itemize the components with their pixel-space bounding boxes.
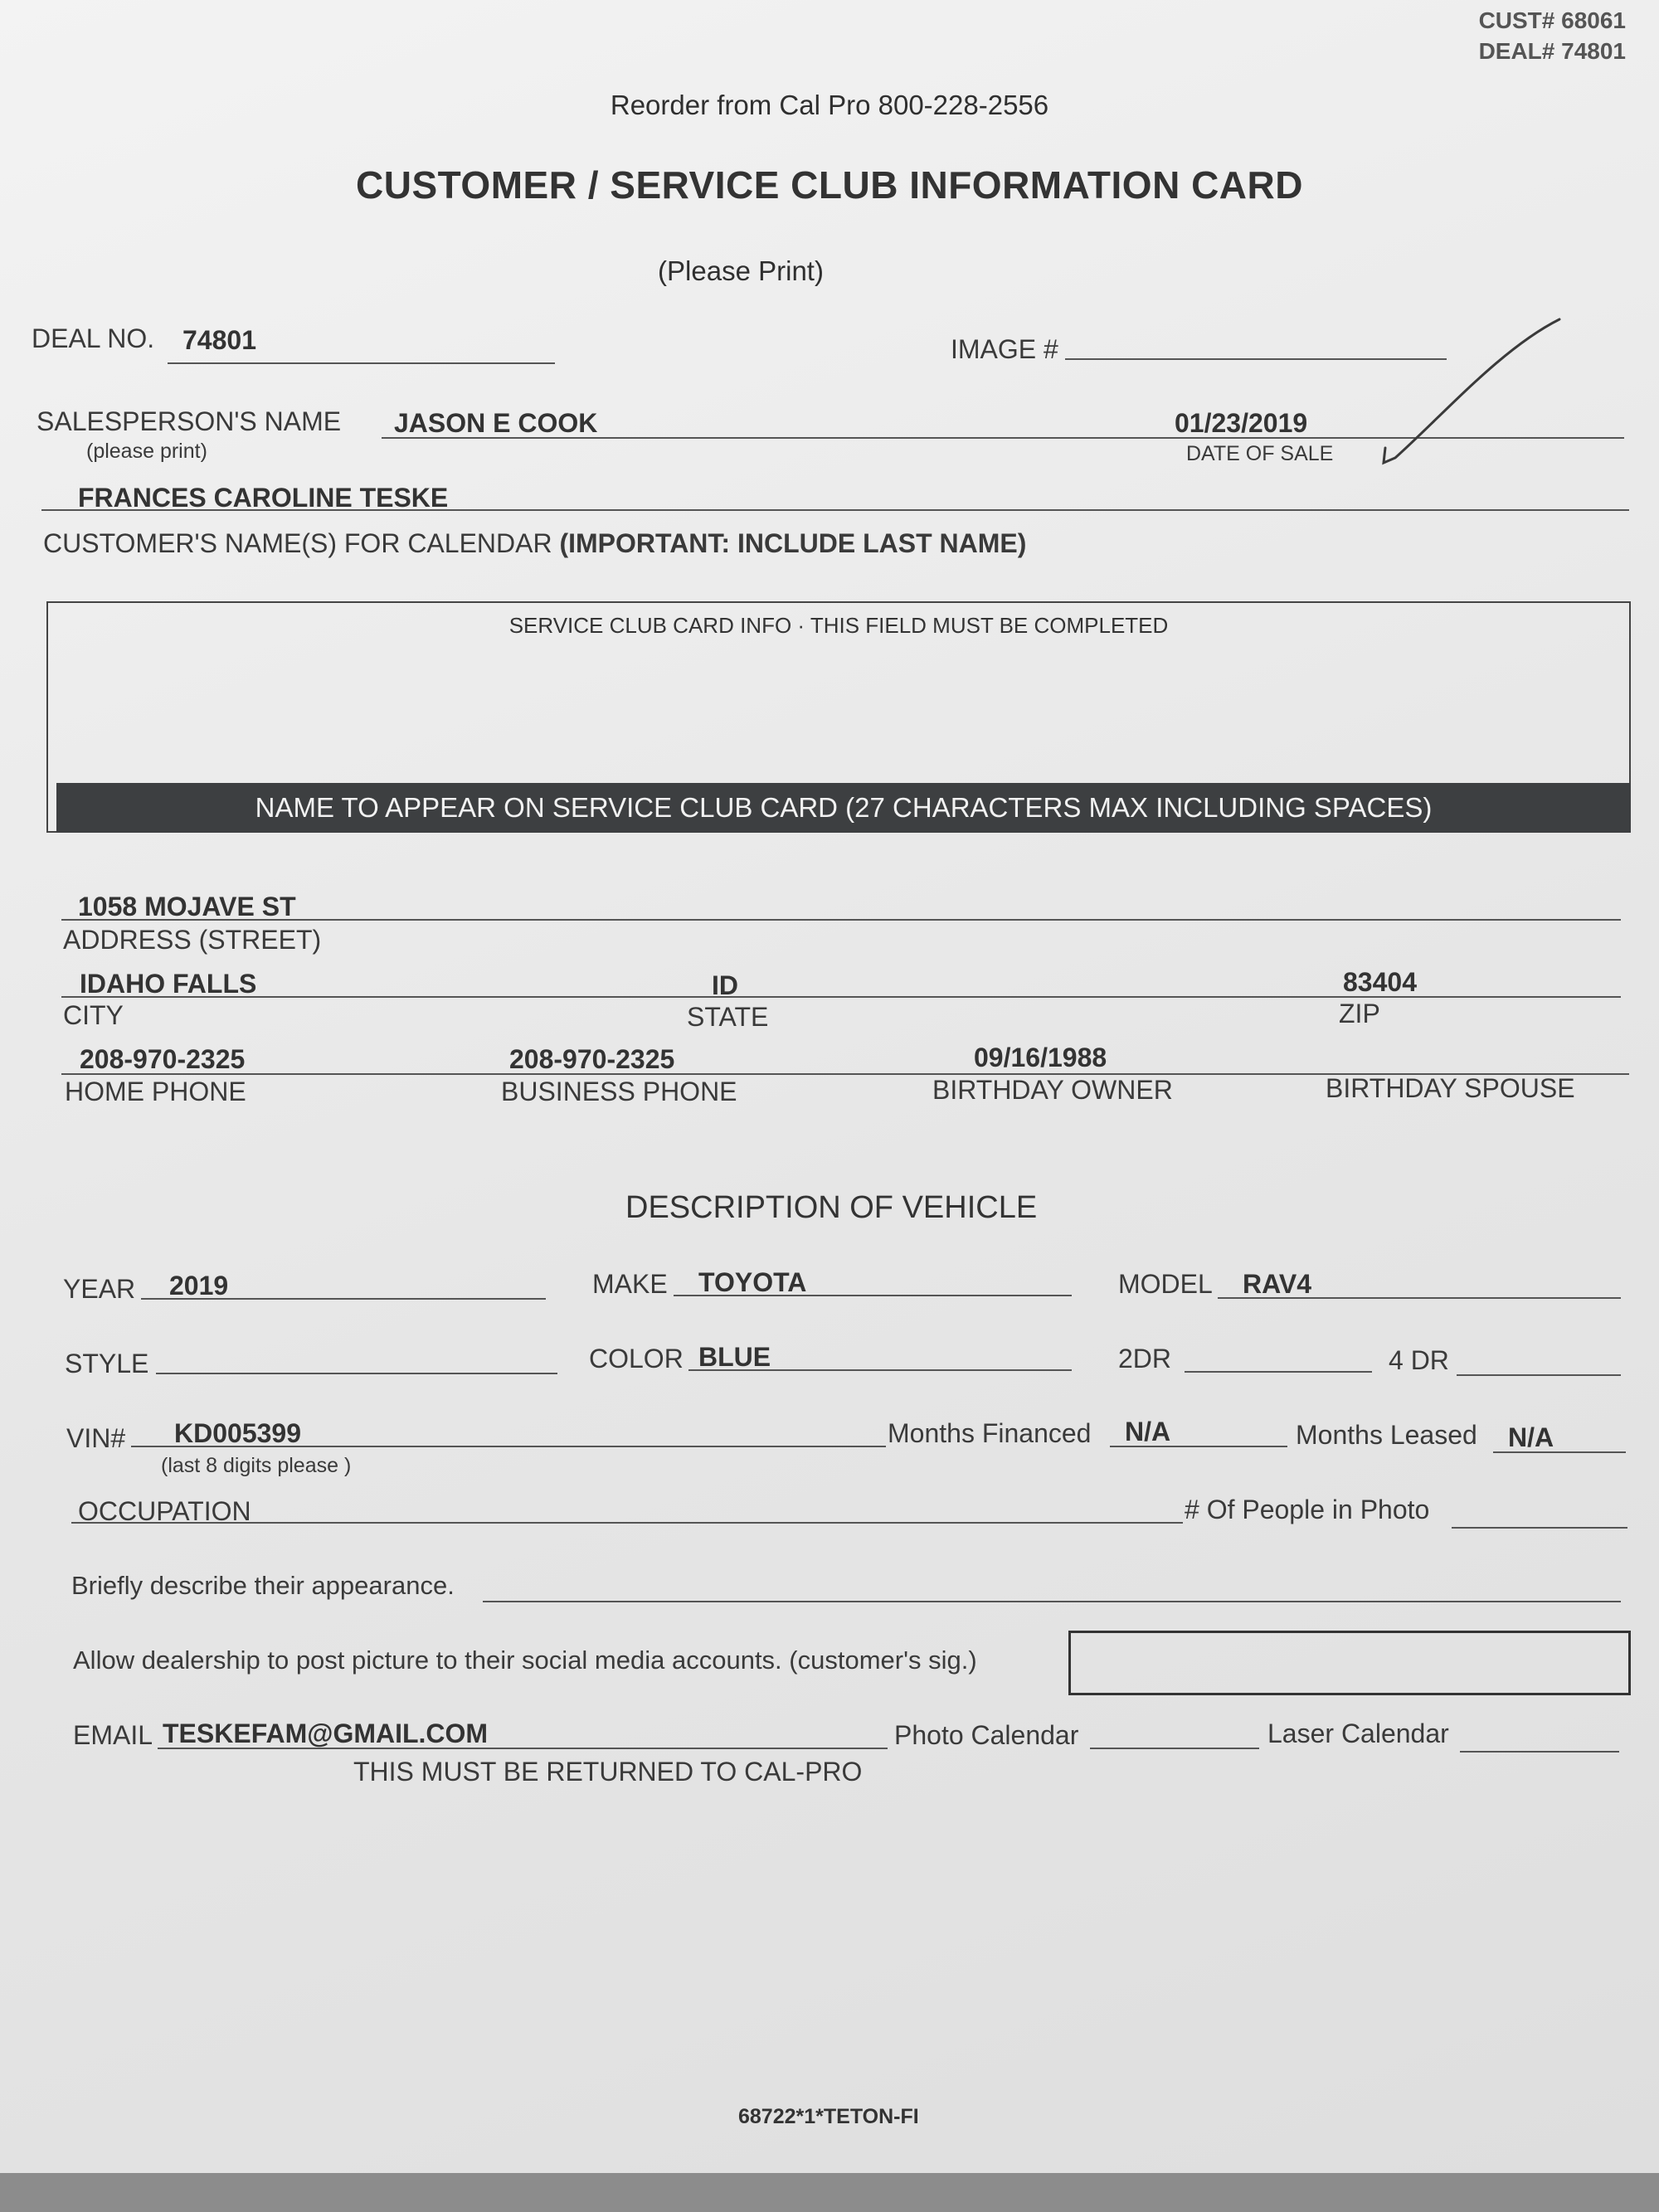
- deal-number: DEAL# 74801: [1478, 38, 1626, 64]
- business-phone-label: BUSINESS PHONE: [501, 1077, 737, 1106]
- service-club-box[interactable]: [46, 601, 1631, 833]
- state-field[interactable]: ID: [712, 970, 738, 1000]
- business-phone-field[interactable]: 208-970-2325: [509, 1044, 675, 1074]
- 4dr-label: 4 DR: [1389, 1345, 1449, 1375]
- form-code: 68722*1*TETON-FI: [738, 2105, 919, 2128]
- model-label: MODEL: [1118, 1269, 1213, 1299]
- months-financed-label: Months Financed: [888, 1418, 1092, 1448]
- months-leased-field[interactable]: N/A: [1508, 1422, 1554, 1452]
- 2dr-line[interactable]: [1185, 1371, 1372, 1373]
- deal-no-label: DEAL NO.: [32, 323, 155, 353]
- state-label: STATE: [687, 1002, 769, 1032]
- deal-no-line: [168, 362, 555, 364]
- reorder-note: Reorder from Cal Pro 800-228-2556: [610, 90, 1049, 120]
- salesperson-label: SALESPERSON'S NAME: [36, 406, 342, 436]
- color-field[interactable]: BLUE: [698, 1342, 771, 1372]
- photo-calendar-label: Photo Calendar: [894, 1720, 1079, 1750]
- vin-label: VIN#: [66, 1423, 126, 1453]
- appearance-line[interactable]: [483, 1601, 1621, 1602]
- vin-sub-label: (last 8 digits please ): [161, 1454, 352, 1477]
- service-club-name-band: NAME TO APPEAR ON SERVICE CLUB CARD (27 CHARACTERS MAX INCLUDING SPACES): [56, 783, 1631, 833]
- months-leased-label: Months Leased: [1296, 1420, 1477, 1450]
- people-in-photo-line[interactable]: [1452, 1527, 1627, 1529]
- image-label: IMAGE #: [951, 334, 1058, 364]
- zip-field[interactable]: 83404: [1343, 967, 1417, 997]
- city-label: CITY: [63, 1000, 124, 1030]
- make-label: MAKE: [592, 1269, 668, 1299]
- city-field[interactable]: IDAHO FALLS: [80, 969, 257, 999]
- street-field[interactable]: 1058 MOJAVE ST: [78, 892, 296, 921]
- service-club-box-title: SERVICE CLUB CARD INFO · THIS FIELD MUST BE COMPLETED: [508, 613, 1169, 638]
- color-label: COLOR: [589, 1344, 684, 1373]
- customer-name-label-text: CUSTOMER'S NAME(S) FOR CALENDAR: [43, 528, 552, 558]
- social-media-label: Allow dealership to post picture to their social media accounts. (customer's sig.): [73, 1646, 977, 1675]
- salesperson-field[interactable]: JASON E COOK: [394, 408, 598, 438]
- customer-name-label: [43, 528, 1026, 559]
- customer-deal-numbers: [1479, 5, 1626, 66]
- cust-number: CUST# 68061: [1478, 7, 1626, 33]
- model-field[interactable]: RAV4: [1243, 1269, 1311, 1299]
- style-label: STYLE: [65, 1349, 149, 1378]
- vehicle-heading: DESCRIPTION OF VEHICLE: [625, 1190, 1038, 1225]
- birthday-owner-field[interactable]: 09/16/1988: [974, 1043, 1107, 1072]
- laser-calendar-line[interactable]: [1460, 1751, 1619, 1753]
- vin-field[interactable]: KD005399: [174, 1418, 301, 1448]
- customer-name-important: (IMPORTANT: INCLUDE LAST NAME): [559, 528, 1027, 558]
- people-in-photo-label: # Of People in Photo: [1185, 1495, 1430, 1524]
- deal-no-field[interactable]: 74801: [182, 325, 256, 355]
- return-note: THIS MUST BE RETURNED TO CAL-PRO: [353, 1757, 863, 1787]
- photo-calendar-line[interactable]: [1090, 1748, 1259, 1749]
- please-print-note: (Please Print): [658, 255, 824, 286]
- form-title: CUSTOMER / SERVICE CLUB INFORMATION CARD: [356, 163, 1303, 207]
- home-phone-field[interactable]: 208-970-2325: [80, 1044, 246, 1074]
- zip-label: ZIP: [1339, 999, 1380, 1028]
- occupation-label: OCCUPATION: [78, 1496, 251, 1526]
- signature-box[interactable]: [1068, 1631, 1631, 1695]
- months-financed-field[interactable]: N/A: [1125, 1417, 1171, 1446]
- 4dr-line[interactable]: [1457, 1374, 1621, 1376]
- email-field[interactable]: TESKEFAM@GMAIL.COM: [163, 1719, 489, 1748]
- customer-name-field[interactable]: FRANCES CAROLINE TESKE: [78, 483, 449, 513]
- appearance-label: Briefly describe their appearance.: [71, 1571, 455, 1600]
- date-of-sale-field[interactable]: 01/23/2019: [1175, 408, 1308, 438]
- email-label: EMAIL: [73, 1720, 153, 1750]
- checkmark-icon: [1377, 315, 1593, 481]
- birthday-owner-label: BIRTHDAY OWNER: [932, 1075, 1173, 1105]
- home-phone-label: HOME PHONE: [65, 1077, 246, 1106]
- make-field[interactable]: TOYOTA: [698, 1267, 807, 1297]
- birthday-spouse-label: BIRTHDAY SPOUSE: [1326, 1073, 1575, 1103]
- style-line[interactable]: [156, 1373, 557, 1374]
- background-floor: [0, 2173, 1659, 2212]
- date-of-sale-label: DATE OF SALE: [1186, 442, 1334, 465]
- street-label: ADDRESS (STREET): [63, 925, 322, 955]
- year-field[interactable]: 2019: [169, 1271, 229, 1300]
- salesperson-sub-label: (please print): [86, 440, 207, 463]
- year-label: YEAR: [63, 1274, 136, 1304]
- laser-calendar-label: Laser Calendar: [1267, 1719, 1449, 1748]
- occupation-line[interactable]: [71, 1522, 1183, 1524]
- 2dr-label: 2DR: [1118, 1344, 1172, 1373]
